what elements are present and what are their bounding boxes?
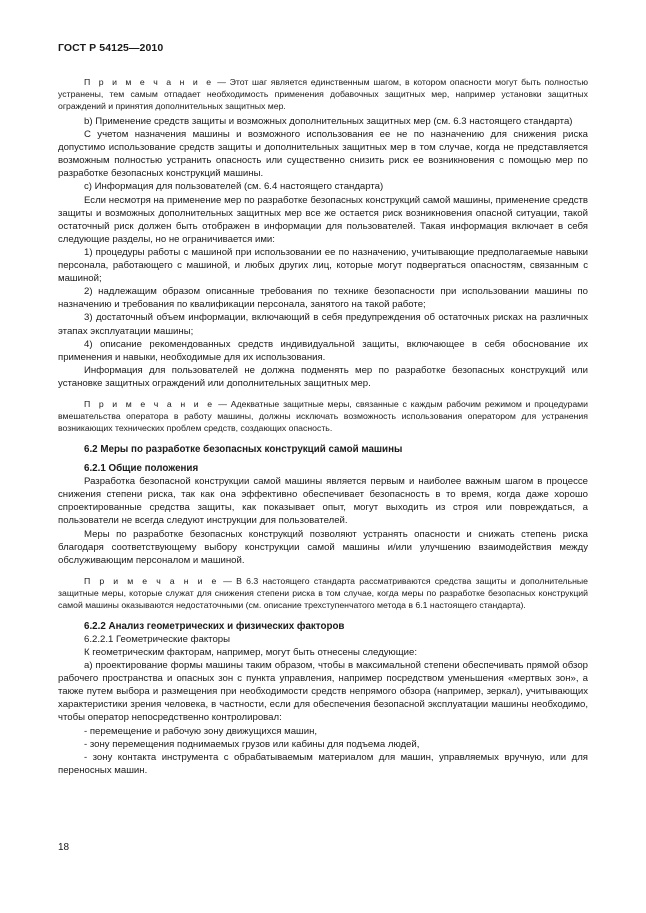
subsection-heading-6-2-2-1: 6.2.2.1 Геометрические факторы bbox=[84, 633, 231, 645]
list-item-2: 2) надлежащим образом описанные требования по технике безопасности при использовании машины по назначению и требования по квалификации персонала, занятого на такой работе; bbox=[58, 286, 588, 311]
page-content bbox=[58, 76, 588, 777]
section-heading-6-2-2: 6.2.2 Анализ геометрических и физических факторов bbox=[84, 620, 345, 632]
dash-item-2: - зону перемещения поднимаемых грузов или кабины для подъема людей, bbox=[84, 738, 420, 750]
section-heading-6-2: 6.2 Меры по разработке безопасных конструкций самой машины bbox=[84, 443, 403, 455]
note-label: П р и м е ч а н и е bbox=[84, 575, 219, 586]
note-text: — Адекватные защитные меры, связанные с каждым рабочим режимом и процедурами вмешательства оператора в работу машины, должны исключать возможность использования оператором для устранения возникающих технических проблем средств, создающих опасность. bbox=[58, 398, 588, 433]
list-item-4: 4) описание рекомендованных средств индивидуальной защиты, включающее в себя обоснование их применения и навыки, необходимые для их использования. bbox=[58, 338, 588, 363]
note-3 bbox=[58, 575, 588, 611]
note-2 bbox=[58, 398, 588, 434]
item-c: c) Информация для пользователей (см. 6.4 настоящего стандарта) bbox=[84, 181, 384, 193]
dash-item-3: - зону контакта инструмента с обрабатываемым материалом для машин, управляемых вручную, или для переносных машин. bbox=[58, 751, 588, 776]
note-label: П р и м е ч а н и е bbox=[84, 398, 215, 409]
note-text: — Этот шаг является единственным шагом, в котором опасности могут быть полностью устранены, тем самым отпадает необходимость применения добавочных защитных мер, например установки защитных ограждений и принятия дополнительных защитных мер. bbox=[58, 77, 588, 111]
dash-item-1: - перемещение и рабочую зону движущихся машин, bbox=[84, 725, 318, 737]
paragraph-protective-means: С учетом назначения машины и возможного использования ее не по назначению для снижения риска допустимо использование средств защиты и дополнительных защитных мер в том случае, когда не представляется возможным полностью устранить опасность или существенно снизить риск ее возникновения с помощью мер по разработке безопасных конструкций машины. bbox=[58, 129, 588, 180]
paragraph-geometric-factors: К геометрическим факторам, например, могут быть отнесены следующие: bbox=[84, 647, 417, 658]
list-item-1: 1) процедуры работы с машиной при использовании ее по назначению, учитывающие предполагаемые навыки персонала, работающего с машиной, и любых других лиц, которые могут подвергаться опасностям, связанным с машиной; bbox=[58, 246, 588, 285]
standard-header: ГОСТ Р 54125—2010 bbox=[58, 42, 164, 54]
item-a: а) проектирование формы машины таким образом, чтобы в максимальной степени обеспечивать прямой обзор рабочего пространства и опасных зон с пункта управления, например посредством уменьшения «мертвых зон», а также путем выбора и размещения при необходимости средств непрямого обзора (например, зеркал), учитывающих характеристики зрения человека, в частности, если для обеспечения безопасной эксплуатации машины необходимо, чтобы оператор непосредственно контролировал: bbox=[58, 660, 588, 724]
paragraph-residual-risk: Если несмотря на применение мер по разработке безопасных конструкций самой машины, применение средств защиты и возможных дополнительных защитных мер все же остается риск возникновения опасной ситуации, такой остаточный риск должен быть отображен в информации для пользователей. Такая информация включает в себя следующие разделы, но не ограничивается ими: bbox=[58, 194, 588, 245]
list-item-3: 3) достаточный объем информации, включающий в себя предупреждения об остаточных рисках на различных этапах эксплуатации машины; bbox=[58, 312, 588, 337]
paragraph-design-measures: Меры по разработке безопасных конструкций позволяют устранять опасности и снижать степень риска благодаря соответствующему выбору конструкции самой машины и/или улучшению взаимодействия между обслуживающим персоналом и машиной. bbox=[58, 528, 588, 566]
page-number: 18 bbox=[58, 842, 70, 853]
note-1 bbox=[58, 76, 588, 112]
note-text: — В 6.3 настоящего стандарта рассматриваются средства защиты и дополнительные защитные меры, которые служат для снижения степени риска в том случае, когда меры по разработке безопасных конструкций самой машины оказываются недостаточными (см. описание трехступенчатого метода в 6.1 настоящего стандарта). bbox=[58, 575, 588, 610]
item-b: b) Применение средств защиты и возможных дополнительных защитных мер (см. 6.3 настоящего стандарта) bbox=[84, 116, 573, 127]
note-label: П р и м е ч а н и е bbox=[84, 77, 214, 87]
paragraph-user-info: Информация для пользователей не должна подменять мер по разработке безопасных конструкций или установке защитных ограждений или дополнительных защитных мер. bbox=[58, 364, 588, 389]
paragraph-safe-design: Разработка безопасной конструкции самой машины является первым и наиболее важным шагом в процессе снижения степени риска, так как она эффективно обеспечивает безопасность в то время, когда даже хорошо спроектированные средства защиты, как показывает опыт, могут выходить из строя или повреждаться, а пользователи не всегда следуют инструкции для пользователей. bbox=[58, 476, 588, 527]
section-heading-6-2-1: 6.2.1 Общие положения bbox=[84, 463, 199, 475]
